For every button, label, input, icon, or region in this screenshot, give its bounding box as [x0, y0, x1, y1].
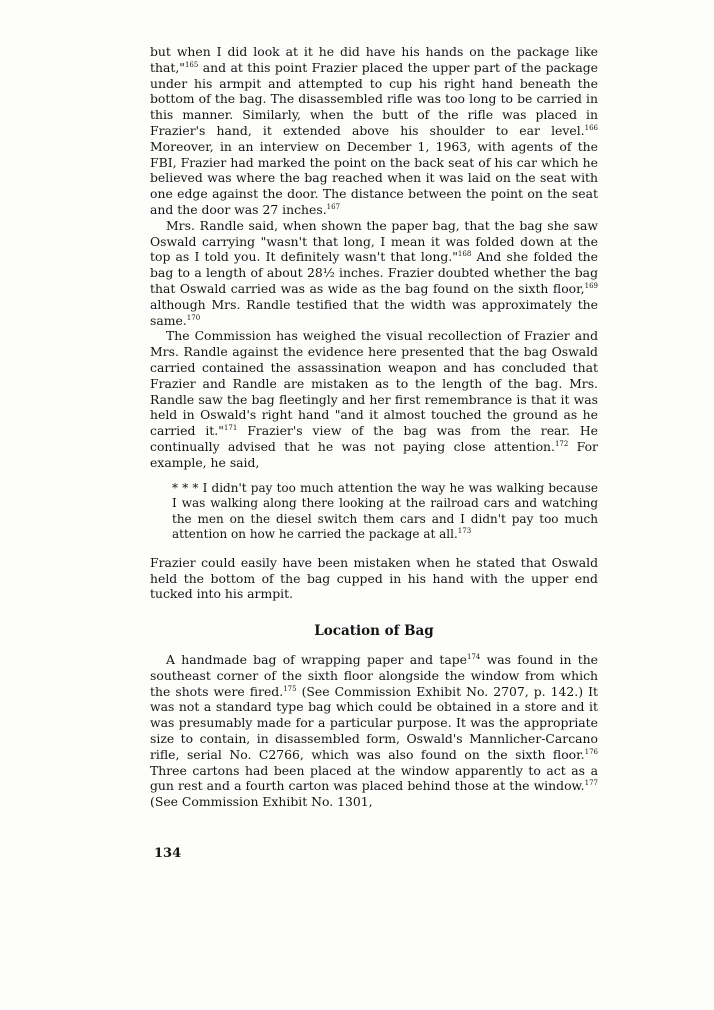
paragraph: Mrs. Randle said, when shown the paper bag, that the bag she saw Oswald carrying "wasn't that long, I mean it was folded down at the top as I told you. It definitely wasn't that long."$^{168}$ And she folded the bag to a length of about 28½ inches. Frazier doubted whether the bag that Oswald carried was as wide as the bag found on the sixth floor,$^{169}$ although Mrs. Randle testified that the width was approximately the same.$^{170}$	[150, 217, 598, 328]
footnote-ref: 177	[584, 779, 598, 788]
page-number: 134	[154, 846, 182, 861]
paragraph: The Commission has weighed the visual recollection of Frazier and Mrs. Randle against the evidence here presented that the bag Oswald carried contained the assassination weapon and has concluded that Frazier and Randle are mistaken as to the length of the bag. Mrs. Randle saw the bag fleetingly and her first remembrance is that it was held in Oswald's right hand "and it almost touched the ground as he carried it."$^{171}$ Frazier's view of the bag was from the rear. He continually advised that he was not paying close attention.$^{172}$ For example, he said,	[150, 328, 598, 470]
footnote-ref: 175	[283, 684, 297, 693]
block-quote: * * * I didn't pay too much attention the way he was walking because I was walking along there looking at the railroad cars and watching the men on the diesel switch them cars and I didn't pay too much attention on how he carried the package at all.$^{173}$	[172, 480, 598, 542]
paragraph: A handmade bag of wrapping paper and tape$^{174}$ was found in the southeast corner of the sixth floor alongside the window from which the shots were fired.$^{175}$ (See Commission Exhibit No. 2707, p. 142.) It was not a standard type bag which could be obtained in a store and it was presumably made for a particular purpose. It was the appropriate size to contain, in disassembled form, Oswald's Mannlicher-Carcano rifle, serial No. C2766, which was also found on the sixth floor.$^{176}$ Three cartons had been placed at the window apparently to act as a gun rest and a fourth carton was placed behind those at the window.$^{177}$ (See Commission Exhibit No. 1301,	[150, 652, 599, 810]
footnote-ref: 165	[184, 60, 199, 69]
body-text	[150, 44, 598, 810]
paragraph: but when I did look at it he did have his hands on the package like that,"$^{165}$ and at this point Frazier placed the upper part of the package under his armpit and attempted to cup his right hand beneath the bottom of the bag. The disassembled rifle was too long to be carried in this manner. Similarly, when the butt of the rifle was placed in Frazier's hand, it extended above his shoulder to ear level.$^{166}$ Moreover, in an interview on December 1, 1963, with agents of the FBI, Frazier had marked the point on the back seat of his car which he believed was where the bag reached when it was laid on the seat with one edge against the door. The distance between the point on the seat and the door was 27 inches.$^{167}$	[150, 44, 598, 217]
footnote-ref: 167	[326, 202, 341, 211]
footnote-ref: 170	[186, 313, 201, 322]
section-heading: Location of Bag	[314, 623, 434, 640]
footnote-ref: 166	[584, 123, 598, 132]
footnote-ref: 169	[584, 281, 598, 290]
footnote-ref: 168	[457, 250, 472, 259]
footnote-ref: 172	[554, 439, 569, 448]
paragraph: Frazier could easily have been mistaken when he stated that Oswald held the bottom of the bag cupped in his hand with the upper end tucked into his armpit.	[150, 554, 598, 602]
footnote-ref: 174	[466, 652, 481, 661]
footnote-ref: 173	[457, 527, 472, 536]
footnote-ref: 176	[584, 747, 598, 756]
footnote-ref: 171	[223, 424, 238, 432]
